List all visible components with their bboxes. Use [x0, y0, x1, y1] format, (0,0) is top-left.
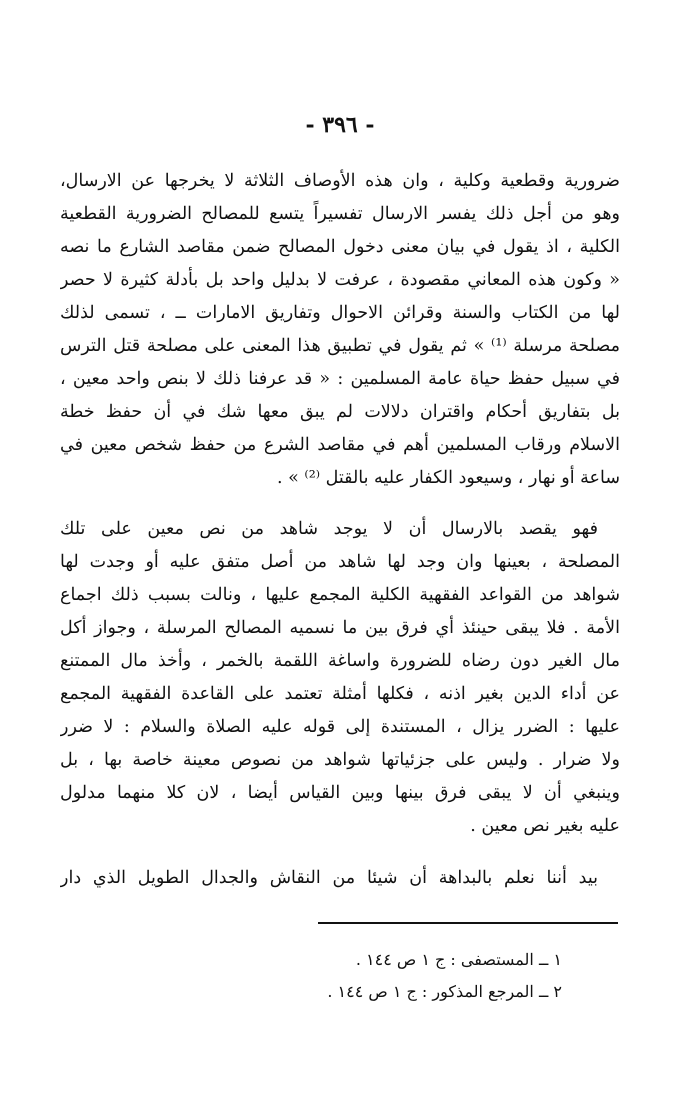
footnote-divider [318, 922, 618, 924]
paragraph-line: عن أداء الدين بغير اذنه ، فكلها أمثلة تعتمد على القاعدة الفقهية المجمع [60, 684, 620, 704]
footnote-1: ١ ــ المستصفى : ج ١ ص ١٤٤ . [355, 950, 562, 969]
paragraph-3 [60, 862, 620, 895]
paragraph-line: الكلية ، اذ يقول في بيان معنى دخول المصالح ضمن مقاصد الشارع ما نصه [60, 237, 620, 257]
paragraph-1 [60, 165, 620, 495]
paragraph-line: مال الغير دون رضاه للضرورة واساغة اللقمة بالخمر ، وأخذ مال الممتنع [60, 651, 620, 671]
footnote-2: ٢ ــ المرجع المذكور : ج ١ ص ١٤٤ . [327, 982, 562, 1001]
paragraph-line: في سبيل حفظ حياة عامة المسلمين : « قد عرفنا ذلك لا بنص واحد معين ، [60, 369, 620, 389]
paragraph-2 [60, 513, 620, 843]
paragraph-line: وينبغي أن لا يبقى فرق بينها وبين القياس أيضا ، لان كلا منهما مدلول [60, 783, 620, 803]
paragraph-line: عليه بغير نص معين . [470, 816, 620, 836]
page-number: - ٣٩٦ - [305, 112, 375, 138]
paragraph-line: مصلحة مرسلة ⁽¹⁾ » ثم يقول في تطبيق هذا المعنى على مصلحة قتل الترس [60, 336, 620, 356]
paragraph-line: بل بتفاريق أحكام واقتران دلالات لم يبق معها شك في أن حفظ خطة [60, 402, 620, 422]
paragraph-line: ولا ضرار . وليس على جزئياتها شواهد من نصوص معينة خاصة بها ، بل [60, 750, 620, 770]
paragraph-line: الأمة . فلا يبقى حينئذ أي فرق بين ما نسميه المصالح المرسلة ، وجواز أكل [60, 618, 620, 638]
paragraph-line: وهو من أجل ذلك يفسر الارسال تفسيراً يتسع للمصالح الضرورية القطعية [60, 204, 620, 224]
paragraph-line: لها من الكتاب والسنة وقرائن الاحوال وتفاريق الامارات ــ ، تسمى لذلك [60, 303, 620, 323]
paragraph-line: فهو يقصد بالارسال أن لا يوجد شاهد من نص معين على تلك [60, 519, 598, 539]
footnotes [327, 944, 562, 1008]
paragraph-line: المصلحة ، بعينها وان وجد لها شاهد من أصل متفق عليه أو وجدت لها [60, 552, 620, 572]
paragraph-line: ساعة أو نهار ، وسيعود الكفار عليه بالقتل ⁽²⁾ » . [276, 468, 620, 488]
paragraph-line: بيد أننا نعلم بالبداهة أن شيئا من النقاش والجدال الطويل الذي دار [60, 868, 598, 888]
paragraph-line: شواهد من القواعد الفقهية الكلية المجمع عليها ، ونالت بسبب ذلك اجماع [60, 585, 620, 605]
paragraph-line: الاسلام ورقاب المسلمين أهم في مقاصد الشرع من حفظ شخص معين في [60, 435, 620, 455]
paragraph-line: ضرورية وقطعية وكلية ، وان هذه الأوصاف الثلاثة لا يخرجها عن الارسال، [60, 171, 620, 191]
paragraph-line: « وكون هذه المعاني مقصودة ، عرفت لا بدليل واحد بل بأدلة كثيرة لا حصر [60, 270, 620, 290]
paragraph-line: عليها : الضرر يزال ، المستندة إلى قوله عليه الصلاة والسلام : لا ضرر [60, 717, 620, 737]
